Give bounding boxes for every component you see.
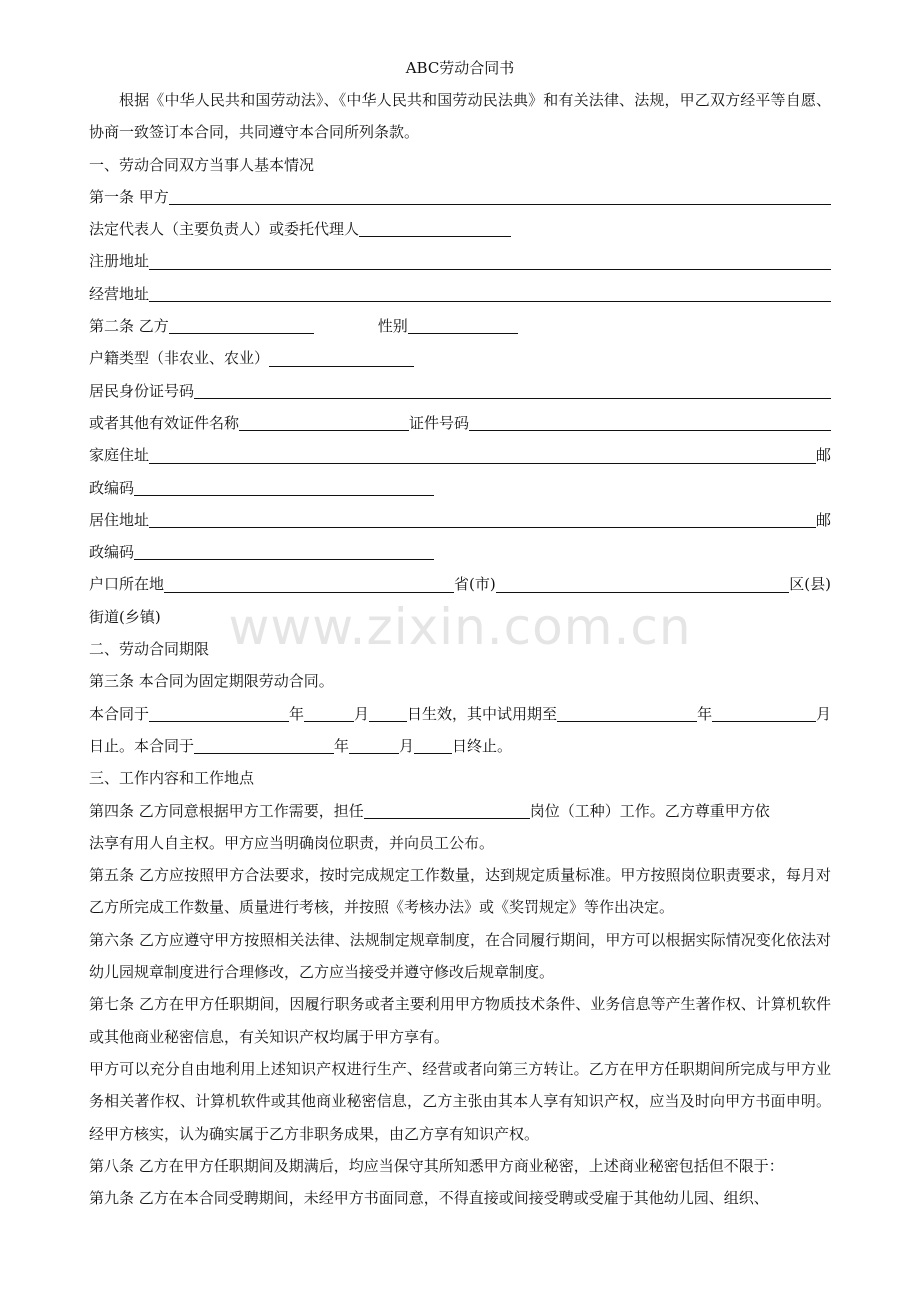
article-3: 第三条 本合同为固定期限劳动合同。 xyxy=(89,672,334,691)
postcode-label-b: 政编码 xyxy=(89,478,135,497)
intro-paragraph: 根据《中华人民共和国劳动法》、《中华人民共和国劳动民法典》和有关法律、法规，甲乙双方经平等自愿、协商一致签订本合同，共同遵守本合同所列条款。 xyxy=(89,91,831,142)
cert-number-field[interactable] xyxy=(469,408,831,431)
other-cert-label: 或者其他有效证件名称 xyxy=(89,413,240,432)
article-4-row xyxy=(89,795,831,827)
article-7: 第七条 乙方在甲方任职期间，因履行职务或者主要利用甲方物质技术条件、业务信息等产生著作权、计算机软件或其他商业秘密信息，有关知识产权均属于甲方享有。 xyxy=(89,995,831,1046)
home-address-field[interactable] xyxy=(149,441,816,464)
other-cert-row xyxy=(89,407,831,439)
province-field[interactable] xyxy=(496,570,790,593)
section-1-heading: 一、劳动合同双方当事人基本情况 xyxy=(89,155,315,174)
article-6: 第六条 乙方应遵守甲方按照相关法律、法规制定规章制度，在合同履行期间，甲方可以根据实际情况变化依法对幼儿园规章制度进行合理修改，乙方应当接受并遵守修改后规章制度。 xyxy=(89,930,831,982)
effect-label: 日生效，其中试用期至 xyxy=(407,704,558,723)
home-address-label: 家庭住址 xyxy=(89,446,150,465)
business-address-field[interactable] xyxy=(149,279,831,302)
postcode-label-a: 邮 xyxy=(815,446,831,465)
postcode-label-b: 政编码 xyxy=(89,543,135,562)
article-8: 第八条 乙方在甲方任职期间及期满后，均应当保守其所知悉甲方商业秘密，上述商业秘密包括但不限于： xyxy=(89,1156,784,1175)
section-2-heading: 二、劳动合同期限 xyxy=(89,640,210,659)
street-label: 街道(乡镇) xyxy=(89,607,161,626)
hukou-type-label: 户籍类型（非农业、农业） xyxy=(89,349,270,368)
month-label: 月 xyxy=(815,704,831,723)
section-3-heading: 三、工作内容和工作地点 xyxy=(89,769,255,788)
document-title: ABC劳动合同书 xyxy=(405,59,515,77)
month-label: 月 xyxy=(354,704,370,723)
cert-number-label: 证件号码 xyxy=(409,413,470,432)
article-7-continued: 甲方可以充分自由地利用上述知识产权进行生产、经营或者向第三方转让。乙方在甲方任职期间所完成与甲方业务相关著作权、计算机软件或其他商业秘密信息，乙方主张由其本人享有知识产权，应当及时向甲方书面申明。经甲方核实，认为确实属于乙方非职务成果，由乙方享有知识产权。 xyxy=(89,1059,831,1143)
id-number-label: 居民身份证号码 xyxy=(89,381,195,400)
party-a-field[interactable] xyxy=(169,182,831,205)
hukou-type-row xyxy=(89,342,831,374)
postcode-label-a: 邮 xyxy=(815,510,831,529)
terminate-label: 日终止。 xyxy=(452,736,513,755)
representative-label: 法定代表人（主要负责人）或委托代理人 xyxy=(89,220,360,239)
id-number-row xyxy=(89,375,831,407)
representative-row xyxy=(89,213,831,245)
representative-field[interactable] xyxy=(359,214,511,237)
party-a-row xyxy=(89,181,831,213)
registered-address-row xyxy=(89,245,831,277)
id-number-field[interactable] xyxy=(194,376,831,399)
contract-page xyxy=(89,52,831,1214)
live-address-label: 居住地址 xyxy=(89,510,150,529)
term-end-row xyxy=(89,730,831,762)
position-field[interactable] xyxy=(364,796,530,819)
month-label: 月 xyxy=(399,736,415,755)
registered-address-label: 注册地址 xyxy=(89,252,150,271)
article-5: 第五条 乙方应按照甲方合法要求，按时完成规定工作数量，达到规定质量标准。甲方按照岗位职责要求，每月对乙方所完成工作数量、质量进行考核，并按照《考核办法》或《奖罚规定》等作出决定。 xyxy=(89,866,831,917)
business-address-row xyxy=(89,278,831,310)
probation-year-field[interactable] xyxy=(557,699,697,722)
term-start-label: 本合同于 xyxy=(89,704,150,723)
province-label: 省(市) xyxy=(454,575,496,594)
start-day-field[interactable] xyxy=(369,699,407,722)
party-b-label: 第二条 乙方 xyxy=(89,317,169,336)
hukou-location-field[interactable] xyxy=(164,570,454,593)
hukou-location-label: 户口所在地 xyxy=(89,575,165,594)
hukou-type-field[interactable] xyxy=(269,344,414,367)
home-postcode-field[interactable] xyxy=(134,473,434,496)
hukou-location-row xyxy=(89,568,831,600)
end-year-field[interactable] xyxy=(194,731,334,754)
term-start-row xyxy=(89,698,831,730)
registered-address-field[interactable] xyxy=(149,247,831,270)
business-address-label: 经营地址 xyxy=(89,284,150,303)
probation-month-field[interactable] xyxy=(712,699,816,722)
probation-end-label: 日止。本合同于 xyxy=(89,736,195,755)
home-postcode-row xyxy=(89,472,831,504)
start-year-field[interactable] xyxy=(149,699,289,722)
gender-label: 性别 xyxy=(377,317,408,336)
year-label: 年 xyxy=(697,704,713,723)
article-4-text-b: 岗位（工种）工作。乙方尊重甲方依 xyxy=(529,801,770,820)
other-cert-field[interactable] xyxy=(239,408,409,431)
article-9: 第九条 乙方在本合同受聘期间，未经甲方书面同意，不得直接或间接受聘或受雇于其他幼儿园、组织、 xyxy=(89,1189,769,1208)
year-label: 年 xyxy=(289,704,305,723)
live-address-field[interactable] xyxy=(149,505,816,528)
gender-field[interactable] xyxy=(408,311,518,334)
end-month-field[interactable] xyxy=(349,731,399,754)
article-4-text-a: 第四条 乙方同意根据甲方工作需要，担任 xyxy=(89,801,364,820)
party-b-field[interactable] xyxy=(169,311,314,334)
party-a-label: 第一条 甲方 xyxy=(89,187,169,206)
home-address-row xyxy=(89,439,831,471)
district-label: 区(县) xyxy=(789,575,831,594)
start-month-field[interactable] xyxy=(304,699,354,722)
article-4-text-c: 法享有用人自主权。甲方应当明确岗位职责，并向员工公布。 xyxy=(89,833,495,852)
live-postcode-field[interactable] xyxy=(134,537,434,560)
watermark: www.zixin.com.cn xyxy=(228,598,692,656)
party-b-row xyxy=(89,310,831,342)
end-day-field[interactable] xyxy=(414,731,452,754)
year-label: 年 xyxy=(334,736,350,755)
live-address-row xyxy=(89,504,831,536)
live-postcode-row xyxy=(89,536,831,568)
